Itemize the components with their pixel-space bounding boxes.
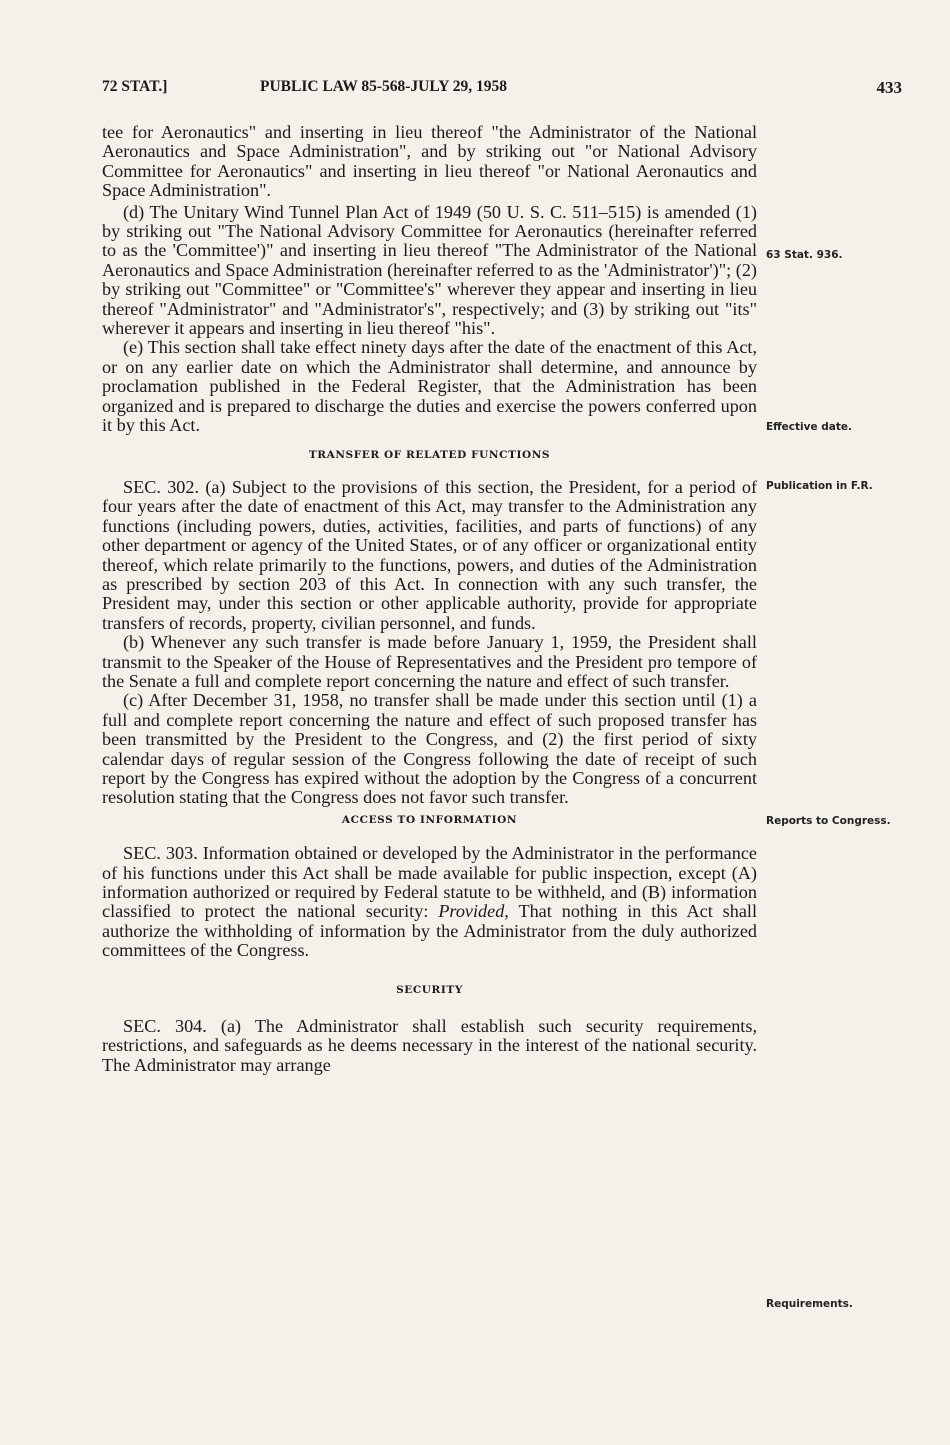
margin-note-stat: 63 Stat. 936. [766, 249, 843, 261]
section-label: SEC. 303. [123, 843, 198, 864]
proviso: Provided, [438, 901, 509, 922]
section-heading-access: ACCESS TO INFORMATION [341, 813, 518, 826]
section-label: SEC. 304. [123, 1016, 207, 1037]
margin-note-requirements: Requirements. [766, 1298, 853, 1310]
section-302-a [102, 478, 757, 633]
page-header [102, 78, 902, 102]
paragraph-continuation: tee for Aeronautics" and inserting in lieu thereof "the Administrator of the National Aeronautics and Space Administration", and by striking out "or National Advisory Committee for Aeronautics" and inserting in lieu thereof "or National Aeronautics and Space Administration". [102, 122, 757, 201]
section-304-a [102, 1017, 757, 1075]
section-text: (a) Subject to the provisions of this section, the President, for a period of four years after the date of enactment of this Act, may transfer to the Administration any functions (including powers, duties, activities, facilities, and parts of functions) of any other department or agency of the United States, or of any officer or organizational entity thereof, which relate primarily to the functions, powers, and duties of the Administration as prescribed by section 203 of this Act. In connection with any such transfer, the President may, under this section or other applicable authority, provide for appropriate transfers of records, property, civilian personnel, and funds. [102, 476, 758, 633]
paragraph-d: (d) The Unitary Wind Tunnel Plan Act of 1949 (50 U. S. C. 511–515) is amended (1) by striking out "The National Advisory Committee for Aeronautics (hereinafter referred to as the 'Committee')" and inserting in lieu thereof "The Administrator of the National Aeronautics and Space Administration (hereinafter referred to as the 'Administrator')"; (2) by striking out "Committee" or "Committee's" wherever they appear and inserting in lieu thereof "Administrator" and "Administrator's", respectively; and (3) by striking out "its" wherever it appears and inserting in lieu thereof "his". [102, 201, 757, 339]
section-302-c: (c) After December 31, 1958, no transfer shall be made under this section until (1) a full and complete report concerning the nature and effect of such proposed transfer has been transmitted by the President to the Congress, and (2) the first period of sixty calendar days of regular session of the Congress following the date of receipt of such report by the Congress has expired without the adoption by the Congress of a concurrent resolution stating that the Congress does not favor such transfer. [102, 690, 757, 808]
page-number: 433 [876, 78, 902, 97]
paragraph-e: (e) This section shall take effect ninety days after the date of the enactment of this Act, or on any earlier date on which the Administrator shall determine, and announce by proclamation published in the Federal Register, that the Administration has been organized and is prepared to discharge the duties and exercise the powers conferred upon it by this Act. [102, 337, 757, 436]
section-302-b: (b) Whenever any such transfer is made before January 1, 1959, the President shall transmit to the Speaker of the House of Representatives and the President pro tempore of the Senate a full and complete report concerning the nature and effect of such transfer. [102, 632, 757, 691]
section-heading-transfer: TRANSFER OF RELATED FUNCTIONS [308, 448, 551, 461]
body-text [102, 123, 757, 1075]
section-heading-security: SECURITY [396, 983, 463, 996]
section-label: SEC. 302. [123, 476, 200, 497]
margin-note-effective-date: Effective date. [766, 421, 852, 433]
volume-reference: 72 STAT.] [102, 78, 168, 95]
section-text: (a) The Administrator shall establish such security requirements, restrictions, and safeguards as he deems necessary in the interest of the national security. The Administrator may arrange [102, 1016, 757, 1075]
section-303 [102, 844, 757, 960]
section-text: Information obtained or developed by the Administrator in the performance of his functions under this Act shall be made available for public inspection, except (A) information authorized or required by Federal statute to be withheld, and (B) information classified to protect the national security: [102, 843, 757, 922]
margin-note-publication: Publication in F.R. [766, 480, 873, 492]
margin-note-reports: Reports to Congress. [766, 815, 891, 827]
running-title: PUBLIC LAW 85-568-JULY 29, 1958 [260, 78, 508, 95]
section-text: That nothing in this Act shall authorize the withholding of information by the Administrator from the duly authorized committees of the Congress. [102, 901, 758, 961]
